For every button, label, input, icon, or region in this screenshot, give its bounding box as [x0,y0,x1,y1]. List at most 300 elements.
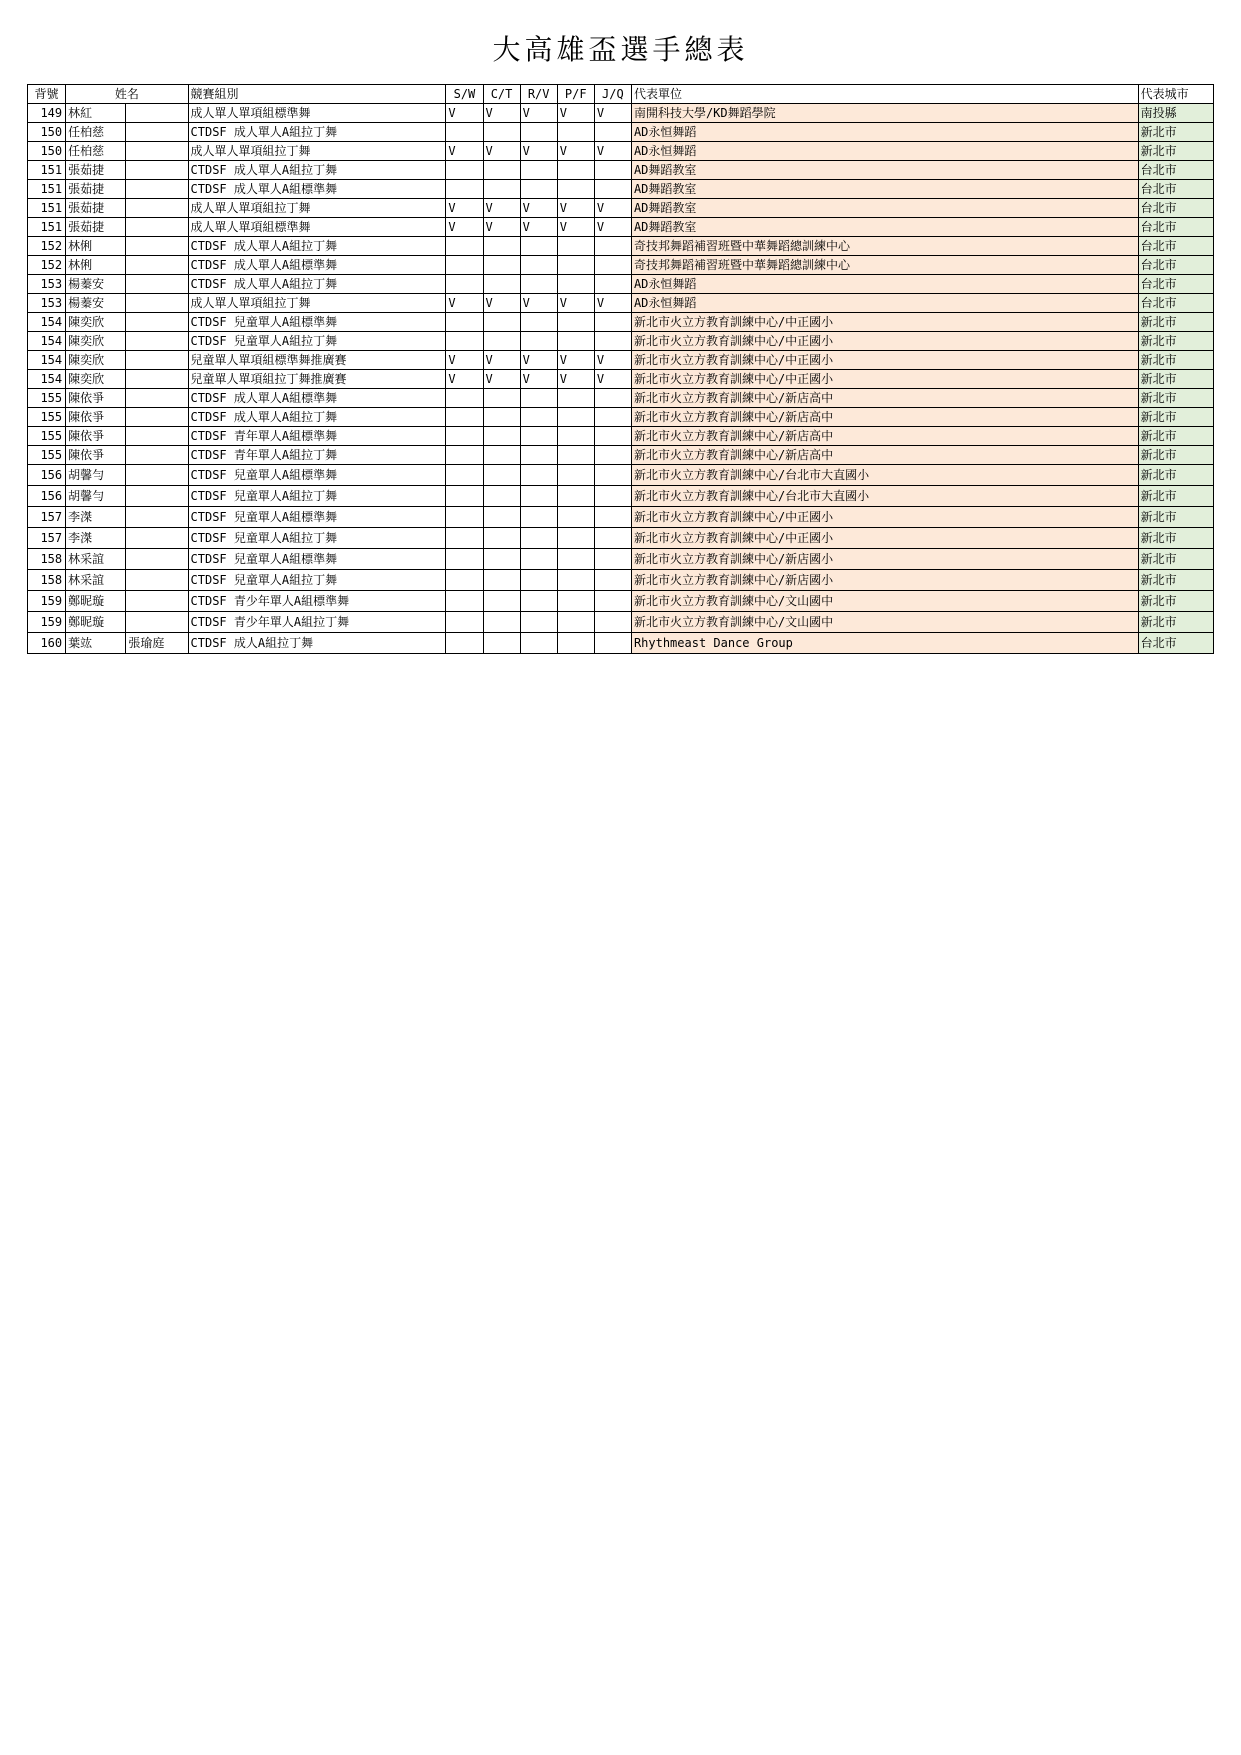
cell-name: 任柏慈 [66,123,126,142]
cell-sw [446,313,483,332]
cell-rv: V [520,370,557,389]
cell-city: 新北市 [1138,612,1213,633]
cell-event: CTDSF 青少年單人A組拉丁舞 [188,612,446,633]
cell-jq [594,591,631,612]
cell-rv: V [520,104,557,123]
cell-rv [520,446,557,465]
cell-bib: 159 [28,612,66,633]
table-row [28,104,1214,123]
cell-jq [594,528,631,549]
cell-pf [557,591,594,612]
cell-name: 李滐 [66,528,126,549]
cell-unit: AD舞蹈教室 [631,218,1138,237]
cell-rv [520,237,557,256]
cell-jq: V [594,370,631,389]
cell-ct [483,591,520,612]
cell-pf [557,528,594,549]
cell-unit: 新北市火立方教育訓練中心/中正國小 [631,507,1138,528]
cell-ct [483,161,520,180]
cell-pf [557,486,594,507]
cell-ct [483,313,520,332]
cell-unit: Rhythmeast Dance Group [631,633,1138,654]
cell-jq [594,332,631,351]
cell-partner [126,351,188,370]
cell-jq [594,389,631,408]
cell-ct [483,612,520,633]
cell-sw [446,446,483,465]
table-row [28,123,1214,142]
cell-unit: 新北市火立方教育訓練中心/中正國小 [631,351,1138,370]
cell-unit: 奇技邦舞蹈補習班暨中華舞蹈總訓練中心 [631,237,1138,256]
cell-partner [126,180,188,199]
cell-bib: 155 [28,427,66,446]
cell-ct [483,549,520,570]
cell-city: 台北市 [1138,218,1213,237]
table-row [28,256,1214,275]
cell-ct [483,408,520,427]
cell-bib: 157 [28,528,66,549]
table-row [28,465,1214,486]
cell-partner [126,313,188,332]
cell-pf: V [557,294,594,313]
cell-bib: 155 [28,389,66,408]
cell-partner [126,123,188,142]
cell-sw [446,591,483,612]
cell-event: CTDSF 成人單人A組標準舞 [188,256,446,275]
cell-bib: 151 [28,218,66,237]
cell-jq: V [594,142,631,161]
cell-event: CTDSF 兒童單人A組標準舞 [188,549,446,570]
cell-event: CTDSF 兒童單人A組拉丁舞 [188,486,446,507]
table-row [28,570,1214,591]
table-row [28,633,1214,654]
cell-partner [126,218,188,237]
cell-name: 張茹捷 [66,180,126,199]
cell-unit: 新北市火立方教育訓練中心/新店高中 [631,408,1138,427]
cell-ct [483,486,520,507]
cell-ct [483,465,520,486]
cell-name: 陳依爭 [66,427,126,446]
cell-pf: V [557,104,594,123]
cell-pf [557,389,594,408]
cell-bib: 152 [28,237,66,256]
cell-rv [520,570,557,591]
cell-bib: 156 [28,465,66,486]
cell-city: 新北市 [1138,570,1213,591]
cell-unit: 新北市火立方教育訓練中心/新店高中 [631,389,1138,408]
cell-bib: 154 [28,370,66,389]
cell-name: 鄭昵璇 [66,612,126,633]
cell-rv [520,507,557,528]
cell-pf [557,549,594,570]
header-row [28,85,1214,104]
table-row [28,389,1214,408]
table-row [28,591,1214,612]
cell-sw: V [446,351,483,370]
table-row [28,549,1214,570]
cell-name: 楊蓁安 [66,275,126,294]
cell-pf: V [557,218,594,237]
cell-city: 新北市 [1138,370,1213,389]
cell-sw [446,549,483,570]
cell-name: 陳奕欣 [66,332,126,351]
cell-name: 林采誼 [66,549,126,570]
cell-rv [520,180,557,199]
cell-unit: 新北市火立方教育訓練中心/新店高中 [631,427,1138,446]
cell-event: CTDSF 青少年單人A組標準舞 [188,591,446,612]
cell-partner [126,161,188,180]
cell-unit: 新北市火立方教育訓練中心/中正國小 [631,313,1138,332]
cell-jq [594,465,631,486]
cell-pf [557,123,594,142]
table-row [28,446,1214,465]
cell-event: CTDSF 兒童單人A組標準舞 [188,465,446,486]
cell-rv [520,549,557,570]
cell-pf [557,180,594,199]
cell-unit: AD永恒舞蹈 [631,275,1138,294]
cell-sw [446,256,483,275]
cell-unit: 新北市火立方教育訓練中心/新店高中 [631,446,1138,465]
cell-pf [557,446,594,465]
cell-sw: V [446,370,483,389]
cell-city: 新北市 [1138,313,1213,332]
cell-sw [446,389,483,408]
cell-name: 林俐 [66,237,126,256]
cell-bib: 155 [28,446,66,465]
cell-rv: V [520,199,557,218]
table-row [28,180,1214,199]
cell-partner [126,486,188,507]
cell-rv [520,465,557,486]
table-row [28,332,1214,351]
cell-event: CTDSF 成人單人A組拉丁舞 [188,408,446,427]
cell-rv [520,633,557,654]
cell-sw [446,332,483,351]
cell-sw [446,180,483,199]
cell-unit: 新北市火立方教育訓練中心/文山國中 [631,612,1138,633]
cell-event: CTDSF 兒童單人A組拉丁舞 [188,332,446,351]
cell-city: 新北市 [1138,123,1213,142]
cell-name: 陳奕欣 [66,313,126,332]
cell-pf [557,465,594,486]
cell-unit: 南開科技大學/KD舞蹈學院 [631,104,1138,123]
cell-jq [594,486,631,507]
cell-sw [446,427,483,446]
cell-name: 張茹捷 [66,199,126,218]
cell-name: 陳依爭 [66,389,126,408]
cell-event: CTDSF 青年單人A組標準舞 [188,427,446,446]
cell-pf [557,161,594,180]
cell-sw [446,528,483,549]
cell-event: 兒童單人單項組標準舞推廣賽 [188,351,446,370]
cell-sw [446,465,483,486]
cell-partner [126,549,188,570]
cell-partner [126,370,188,389]
cell-sw [446,612,483,633]
header-event: 競賽組別 [188,85,446,104]
cell-city: 台北市 [1138,199,1213,218]
cell-city: 新北市 [1138,486,1213,507]
cell-sw [446,507,483,528]
cell-partner [126,528,188,549]
cell-rv [520,528,557,549]
cell-ct: V [483,199,520,218]
cell-unit: AD舞蹈教室 [631,180,1138,199]
cell-name: 張茹捷 [66,218,126,237]
cell-unit: 新北市火立方教育訓練中心/新店國小 [631,549,1138,570]
cell-pf [557,570,594,591]
header-ct: C/T [483,85,520,104]
header-city: 代表城市 [1138,85,1213,104]
cell-city: 新北市 [1138,389,1213,408]
cell-pf [557,507,594,528]
cell-bib: 155 [28,408,66,427]
cell-partner [126,465,188,486]
cell-name: 林俐 [66,256,126,275]
cell-unit: 新北市火立方教育訓練中心/中正國小 [631,528,1138,549]
cell-jq [594,633,631,654]
cell-ct: V [483,294,520,313]
cell-sw [446,161,483,180]
cell-jq: V [594,104,631,123]
cell-ct: V [483,370,520,389]
table-row [28,408,1214,427]
cell-city: 新北市 [1138,528,1213,549]
cell-bib: 151 [28,161,66,180]
cell-partner [126,612,188,633]
cell-name: 林采誼 [66,570,126,591]
cell-bib: 154 [28,351,66,370]
cell-name: 李滐 [66,507,126,528]
cell-jq [594,408,631,427]
cell-jq [594,612,631,633]
cell-rv: V [520,351,557,370]
cell-event: 成人單人單項組標準舞 [188,218,446,237]
cell-city: 台北市 [1138,180,1213,199]
cell-event: 成人單人單項組拉丁舞 [188,199,446,218]
header-unit: 代表單位 [631,85,1138,104]
cell-rv [520,275,557,294]
cell-partner [126,408,188,427]
cell-name: 陳奕欣 [66,351,126,370]
cell-rv [520,486,557,507]
cell-pf [557,256,594,275]
cell-jq [594,446,631,465]
cell-partner [126,104,188,123]
cell-rv [520,161,557,180]
cell-sw [446,633,483,654]
cell-jq [594,427,631,446]
cell-ct [483,389,520,408]
table-row [28,528,1214,549]
cell-ct [483,237,520,256]
cell-sw [446,408,483,427]
cell-unit: 奇技邦舞蹈補習班暨中華舞蹈總訓練中心 [631,256,1138,275]
cell-bib: 150 [28,142,66,161]
cell-jq [594,256,631,275]
cell-name: 胡馨勻 [66,465,126,486]
table-row [28,237,1214,256]
table-row [28,161,1214,180]
cell-city: 新北市 [1138,427,1213,446]
cell-pf: V [557,199,594,218]
table-row [28,218,1214,237]
cell-partner [126,570,188,591]
table-row [28,612,1214,633]
document-title: 大高雄盃選手總表 [492,33,749,66]
cell-event: CTDSF 成人A組拉丁舞 [188,633,446,654]
cell-name: 楊蓁安 [66,294,126,313]
cell-unit: 新北市火立方教育訓練中心/文山國中 [631,591,1138,612]
cell-name: 葉竑 [66,633,126,654]
cell-pf: V [557,142,594,161]
cell-sw: V [446,294,483,313]
cell-name: 任柏慈 [66,142,126,161]
cell-bib: 153 [28,294,66,313]
cell-bib: 159 [28,591,66,612]
cell-city: 台北市 [1138,256,1213,275]
cell-sw [446,237,483,256]
cell-city: 台北市 [1138,294,1213,313]
cell-pf [557,237,594,256]
cell-partner [126,389,188,408]
header-bib: 背號 [28,85,66,104]
table-row [28,427,1214,446]
cell-pf [557,633,594,654]
cell-city: 台北市 [1138,633,1213,654]
cell-bib: 158 [28,570,66,591]
cell-partner [126,256,188,275]
cell-event: CTDSF 成人單人A組拉丁舞 [188,161,446,180]
cell-partner [126,446,188,465]
cell-event: CTDSF 成人單人A組拉丁舞 [188,275,446,294]
cell-ct [483,256,520,275]
cell-bib: 152 [28,256,66,275]
cell-sw: V [446,142,483,161]
cell-jq [594,123,631,142]
cell-name: 陳奕欣 [66,370,126,389]
cell-rv: V [520,142,557,161]
cell-unit: AD舞蹈教室 [631,161,1138,180]
cell-jq [594,180,631,199]
cell-rv [520,427,557,446]
cell-partner [126,237,188,256]
cell-partner [126,199,188,218]
cell-sw [446,486,483,507]
cell-city: 台北市 [1138,237,1213,256]
cell-pf [557,408,594,427]
cell-pf [557,332,594,351]
cell-name: 林紅 [66,104,126,123]
header-rv: R/V [520,85,557,104]
cell-event: CTDSF 兒童單人A組拉丁舞 [188,528,446,549]
cell-pf [557,612,594,633]
cell-bib: 149 [28,104,66,123]
cell-event: CTDSF 成人單人A組標準舞 [188,180,446,199]
cell-sw [446,123,483,142]
cell-city: 新北市 [1138,465,1213,486]
table-row [28,275,1214,294]
cell-unit: 新北市火立方教育訓練中心/中正國小 [631,370,1138,389]
cell-ct [483,123,520,142]
cell-bib: 153 [28,275,66,294]
cell-event: 成人單人單項組標準舞 [188,104,446,123]
cell-rv: V [520,294,557,313]
cell-sw: V [446,104,483,123]
cell-name: 鄭昵璇 [66,591,126,612]
cell-event: 兒童單人單項組拉丁舞推廣賽 [188,370,446,389]
cell-rv [520,256,557,275]
cell-sw: V [446,218,483,237]
cell-bib: 160 [28,633,66,654]
cell-rv [520,389,557,408]
table-row [28,313,1214,332]
cell-city: 南投縣 [1138,104,1213,123]
cell-bib: 156 [28,486,66,507]
table-row [28,294,1214,313]
header-pf: P/F [557,85,594,104]
cell-ct [483,570,520,591]
table-row [28,351,1214,370]
cell-rv: V [520,218,557,237]
cell-unit: AD永恒舞蹈 [631,294,1138,313]
cell-jq [594,275,631,294]
cell-bib: 154 [28,332,66,351]
cell-event: 成人單人單項組拉丁舞 [188,142,446,161]
cell-bib: 154 [28,313,66,332]
cell-bib: 158 [28,549,66,570]
cell-jq: V [594,294,631,313]
cell-rv [520,332,557,351]
cell-event: CTDSF 青年單人A組拉丁舞 [188,446,446,465]
cell-partner [126,427,188,446]
cell-partner: 張瑜庭 [126,633,188,654]
cell-ct [483,528,520,549]
cell-city: 新北市 [1138,591,1213,612]
roster-body [28,104,1214,654]
cell-city: 新北市 [1138,351,1213,370]
cell-unit: 新北市火立方教育訓練中心/台北市大直國小 [631,486,1138,507]
cell-unit: AD永恒舞蹈 [631,123,1138,142]
table-row [28,199,1214,218]
cell-city: 新北市 [1138,549,1213,570]
table-row [28,142,1214,161]
cell-city: 台北市 [1138,161,1213,180]
cell-jq [594,237,631,256]
cell-bib: 151 [28,199,66,218]
cell-sw: V [446,199,483,218]
cell-ct [483,446,520,465]
cell-event: CTDSF 兒童單人A組標準舞 [188,507,446,528]
header-sw: S/W [446,85,483,104]
cell-rv [520,123,557,142]
cell-event: CTDSF 兒童單人A組拉丁舞 [188,570,446,591]
cell-partner [126,142,188,161]
cell-rv [520,313,557,332]
cell-ct: V [483,142,520,161]
cell-event: CTDSF 兒童單人A組標準舞 [188,313,446,332]
table-row [28,507,1214,528]
cell-rv [520,591,557,612]
cell-ct: V [483,351,520,370]
cell-sw [446,570,483,591]
cell-ct [483,427,520,446]
cell-unit: AD永恒舞蹈 [631,142,1138,161]
cell-event: CTDSF 成人單人A組標準舞 [188,389,446,408]
cell-jq [594,570,631,591]
cell-unit: 新北市火立方教育訓練中心/台北市大直國小 [631,465,1138,486]
cell-partner [126,275,188,294]
